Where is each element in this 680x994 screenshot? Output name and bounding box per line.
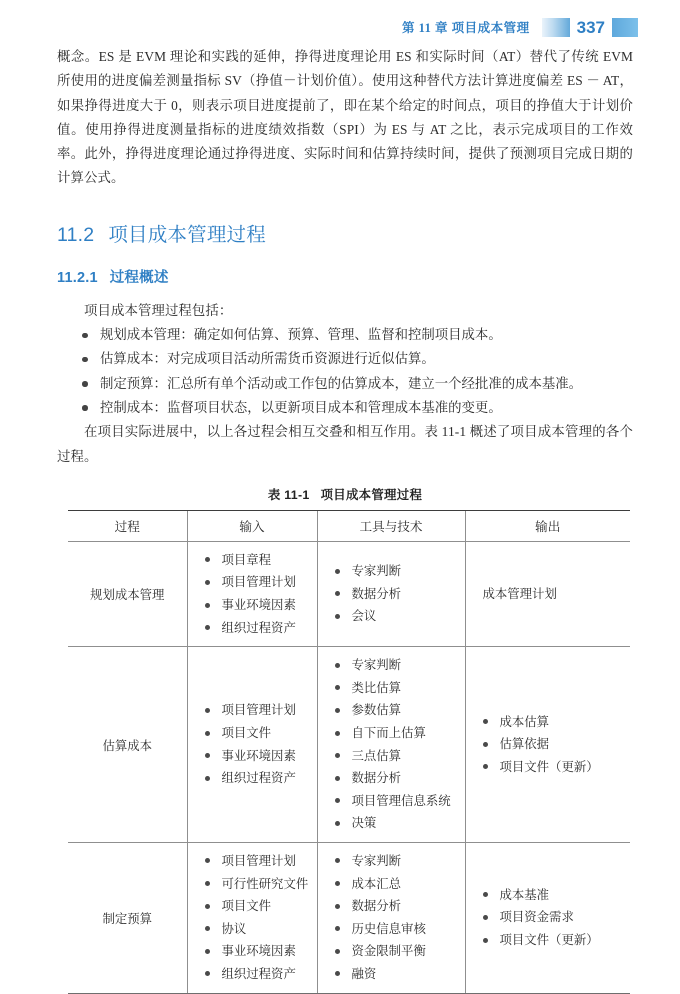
bullet-dot-icon — [205, 776, 210, 781]
cell-item — [188, 767, 313, 790]
cell-tools — [317, 842, 465, 993]
page-content — [57, 45, 633, 994]
bullet-dot-icon — [335, 798, 340, 803]
cell-item — [318, 767, 461, 790]
cell-item — [188, 699, 313, 722]
cell-item-label: 成本汇总 — [351, 876, 402, 891]
bullet-dot-icon — [335, 904, 340, 909]
body-paragraph-1: 概念。ES 是 EVM 理论和实践的延伸，挣得进度理论用 ES 和实际时间（AT）替代了传统 EVM 所使用的进度偏差测量指标 SV（挣值－计划价值）。使用这种替代方法计算进度偏差 ES － AT，如果挣得进度大于 0，则表示项目进度提前了，即在某个给定的时间点，项目的挣值大于计划价值。使用挣得进度测量指标的进度绩效指数（SPI）为 ES 与 AT 之比，表示完成项目的工作效率。此外，挣得进度理论通过挣得进度、实际时间和估算持续时间，提供了预测项目完成日期的计算公式。 — [57, 49, 633, 186]
bullet-dot-icon — [82, 381, 88, 387]
cell-item — [188, 873, 313, 896]
bullet-dot-icon — [335, 971, 340, 976]
cell-item-label: 事业环境因素 — [221, 598, 296, 613]
cell-item-label: 成本管理计划 — [482, 586, 557, 601]
cell-item-label: 融资 — [351, 966, 377, 981]
cell-item-label: 专家判断 — [351, 658, 402, 673]
list-item — [57, 396, 633, 420]
bullet-dot-icon — [483, 938, 488, 943]
cell-process-name: 估算成本 — [68, 647, 187, 843]
table-row — [68, 842, 630, 993]
cell-item-label: 成本估算 — [499, 714, 550, 729]
cell-item-list — [466, 884, 631, 952]
cell-outputs — [465, 842, 630, 993]
cell-item — [188, 745, 313, 768]
cell-item — [318, 654, 461, 677]
column-header-process: 过程 — [68, 510, 187, 541]
cell-item-label: 协议 — [221, 921, 247, 936]
cell-item-label: 可行性研究文件 — [221, 876, 309, 891]
list-item-label: 规划成本管理：确定如何估算、预算、管理、监督和控制项目成本。 — [100, 327, 502, 343]
cell-process-name: 制定预算 — [68, 842, 187, 993]
bullet-dot-icon — [205, 858, 210, 863]
cell-item — [318, 560, 461, 583]
bullet-dot-icon — [205, 731, 210, 736]
list-item-label: 控制成本：监督项目状态，以更新项目成本和管理成本基准的变更。 — [100, 399, 502, 415]
cell-item-label: 专家判断 — [351, 853, 402, 868]
cell-item-list — [318, 560, 465, 628]
cell-item — [188, 895, 313, 918]
cell-item — [318, 895, 461, 918]
cell-item-label: 项目文件 — [221, 726, 272, 741]
cell-item-label: 类比估算 — [351, 680, 402, 695]
cell-process-name: 规划成本管理 — [68, 541, 187, 646]
bullet-dot-icon — [335, 776, 340, 781]
cell-item — [466, 711, 627, 734]
page-number: 337 — [576, 17, 605, 37]
cell-item-label: 自下而上估算 — [351, 726, 426, 741]
section-title: 项目成本管理过程 — [108, 223, 266, 246]
cell-item — [318, 745, 461, 768]
cell-item — [318, 963, 461, 986]
cell-item-label: 决策 — [351, 816, 377, 831]
bullet-dot-icon — [335, 821, 340, 826]
bullet-dot-icon — [205, 926, 210, 931]
cell-item-label: 项目文件（更新） — [499, 933, 599, 948]
bullet-dot-icon — [335, 881, 340, 886]
bullet-dot-icon — [335, 926, 340, 931]
bullet-dot-icon — [205, 625, 210, 630]
cell-item — [318, 873, 461, 896]
subsection-heading — [57, 266, 633, 287]
bullet-dot-icon — [205, 949, 210, 954]
cell-item — [466, 756, 627, 779]
column-header-outputs: 输出 — [465, 510, 630, 541]
list-item — [57, 323, 633, 347]
table-row — [68, 541, 630, 646]
bullet-dot-icon — [82, 405, 88, 411]
cell-item-label: 三点估算 — [351, 748, 402, 763]
cell-item-label: 项目管理计划 — [221, 575, 296, 590]
bullet-dot-icon — [335, 569, 340, 574]
solid-bar-decoration — [612, 18, 638, 37]
cell-item-label: 估算依据 — [499, 737, 550, 752]
cell-item-list — [466, 711, 631, 779]
cell-item — [188, 594, 313, 617]
cell-item-label: 事业环境因素 — [221, 748, 296, 763]
column-header-inputs: 输入 — [187, 510, 317, 541]
cell-item-list — [188, 699, 317, 789]
section-number: 11.2 — [57, 223, 95, 246]
cell-item-label: 数据分析 — [351, 586, 402, 601]
cell-item-list — [318, 850, 465, 986]
cell-item — [466, 906, 627, 929]
bullet-dot-icon — [483, 719, 488, 724]
bullet-dot-icon — [483, 892, 488, 897]
cell-item — [318, 918, 461, 941]
list-item — [57, 347, 633, 371]
cell-item-label: 项目文件（更新） — [499, 759, 599, 774]
cell-item-label: 项目文件 — [221, 899, 272, 914]
list-item-label: 制定预算：汇总所有单个活动或工作包的估算成本，建立一个经批准的成本基准。 — [100, 375, 583, 391]
bullet-dot-icon — [205, 753, 210, 758]
cell-item — [318, 790, 461, 813]
cell-item — [318, 583, 461, 606]
running-head-chapter-title: 第 11 章 项目成本管理 — [401, 21, 530, 35]
subsection-number: 11.2.1 — [57, 269, 98, 286]
cell-item — [466, 884, 627, 907]
cell-item — [466, 929, 627, 952]
bullet-dot-icon — [205, 580, 210, 585]
subsection-title: 过程概述 — [109, 269, 169, 286]
cell-inputs — [187, 647, 317, 843]
list-item-label: 估算成本：对完成项目活动所需货币资源进行近似估算。 — [100, 351, 435, 367]
cell-item — [188, 850, 313, 873]
cell-item — [188, 963, 313, 986]
cell-item — [188, 918, 313, 941]
cell-item-label: 事业环境因素 — [221, 944, 296, 959]
cell-item-label: 历史信息审核 — [351, 921, 426, 936]
cell-outputs — [465, 647, 630, 843]
bullet-dot-icon — [335, 614, 340, 619]
cell-item — [318, 850, 461, 873]
cell-item — [466, 583, 627, 606]
closing-paragraph: 在项目实际进展中，以上各过程会相互交叠和相互作用。表 11-1 概述了项目成本管理的各个过程。 — [57, 424, 633, 464]
section-heading — [57, 219, 633, 247]
cell-item — [188, 617, 313, 640]
cell-item-list — [466, 583, 631, 606]
cell-item — [188, 549, 313, 572]
bullet-dot-icon — [205, 603, 210, 608]
cell-item-label: 数据分析 — [351, 899, 402, 914]
bullet-dot-icon — [483, 764, 488, 769]
cell-inputs — [187, 541, 317, 646]
bullet-dot-icon — [82, 357, 88, 363]
bullet-dot-icon — [335, 949, 340, 954]
table-caption-title: 项目成本管理过程 — [320, 487, 423, 502]
cell-item — [188, 722, 313, 745]
cell-item-list — [188, 850, 317, 986]
table-row — [68, 647, 630, 843]
cell-item-label: 专家判断 — [351, 564, 402, 579]
list-intro-paragraph: 项目成本管理过程包括： — [84, 302, 233, 318]
running-head — [402, 16, 638, 38]
cell-item — [318, 699, 461, 722]
bullet-dot-icon — [82, 333, 88, 339]
bullet-dot-icon — [335, 858, 340, 863]
cell-item-label: 组织过程资产 — [221, 966, 296, 981]
process-bullet-list — [57, 323, 633, 420]
cell-item — [188, 940, 313, 963]
cell-item — [318, 677, 461, 700]
bullet-dot-icon — [335, 663, 340, 668]
bullet-dot-icon — [335, 708, 340, 713]
cell-item — [318, 812, 461, 835]
cell-item — [318, 605, 461, 628]
cell-item-label: 组织过程资产 — [221, 771, 296, 786]
bullet-dot-icon — [205, 971, 210, 976]
list-item — [57, 372, 633, 396]
bullet-dot-icon — [205, 881, 210, 886]
bullet-dot-icon — [483, 742, 488, 747]
cell-item-label: 项目管理计划 — [221, 853, 296, 868]
bullet-dot-icon — [205, 904, 210, 909]
cell-tools — [317, 647, 465, 843]
cell-item — [466, 733, 627, 756]
bullet-dot-icon — [335, 685, 340, 690]
cell-item-label: 项目章程 — [221, 552, 272, 567]
bullet-dot-icon — [483, 915, 488, 920]
cell-outputs — [465, 541, 630, 646]
table-body — [68, 541, 630, 993]
cell-item — [318, 722, 461, 745]
cell-item-label: 项目资金需求 — [499, 910, 574, 925]
bullet-dot-icon — [335, 731, 340, 736]
table-header-row — [68, 510, 630, 541]
process-table — [68, 510, 630, 994]
cell-tools — [317, 541, 465, 646]
column-header-tools: 工具与技术 — [317, 510, 465, 541]
cell-item — [318, 940, 461, 963]
gradient-bar-decoration — [542, 18, 570, 37]
cell-item-list — [318, 654, 465, 835]
bullet-dot-icon — [205, 557, 210, 562]
cell-item-label: 项目管理信息系统 — [351, 793, 451, 808]
cell-item-label: 会议 — [351, 609, 377, 624]
bullet-dot-icon — [205, 708, 210, 713]
cell-item-label: 资金限制平衡 — [351, 944, 426, 959]
table-caption — [57, 485, 633, 503]
cell-item-label: 组织过程资产 — [221, 620, 296, 635]
cell-item-label: 参数估算 — [351, 703, 402, 718]
cell-item-list — [188, 549, 317, 639]
cell-inputs — [187, 842, 317, 993]
bullet-dot-icon — [335, 591, 340, 596]
bullet-dot-icon — [335, 753, 340, 758]
cell-item-label: 数据分析 — [351, 771, 402, 786]
cell-item-label: 项目管理计划 — [221, 703, 296, 718]
table-caption-number: 表 11-1 — [267, 487, 310, 502]
cell-item-label: 成本基准 — [499, 887, 550, 902]
cell-item — [188, 571, 313, 594]
